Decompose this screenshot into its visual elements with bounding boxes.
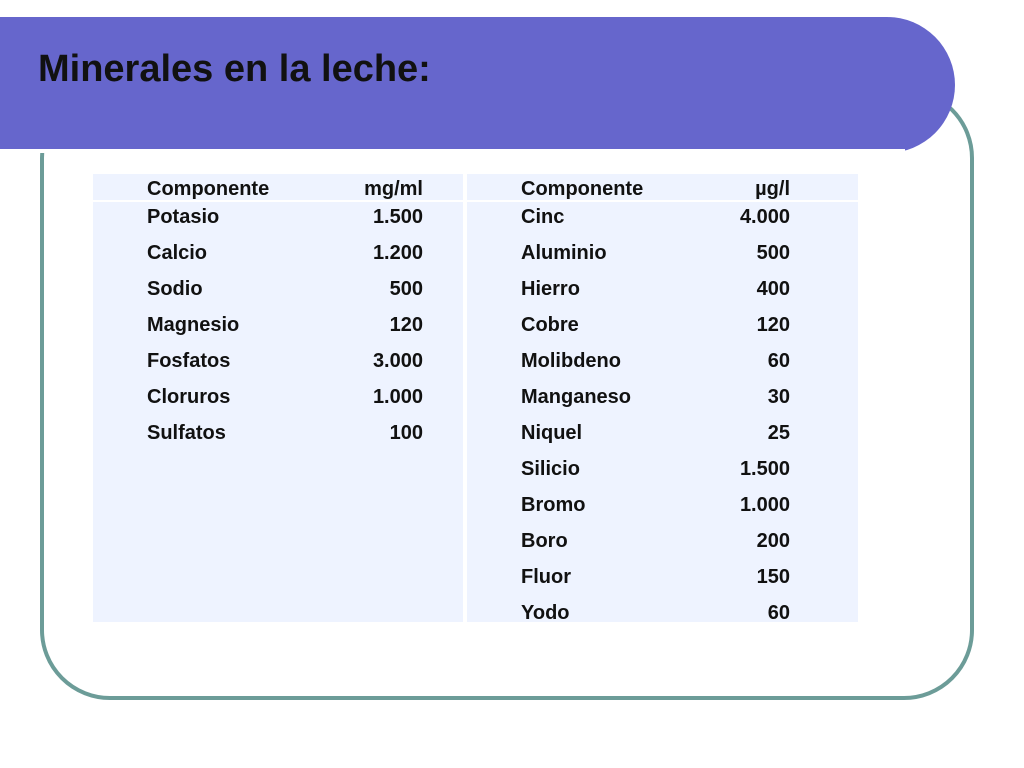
slide-title: Minerales en la leche: [38,48,431,90]
title-underline [0,149,905,153]
mineral-name: Aluminio [521,242,607,264]
minerals-table-mg-ml [93,174,463,622]
mineral-value: 30 [767,386,790,408]
mineral-value: 1.000 [372,386,423,408]
mineral-value: 150 [756,566,790,588]
mineral-value: 200 [756,530,790,552]
mineral-name: Cobre [521,314,579,336]
mineral-name: Boro [521,530,568,552]
mineral-name: Bromo [521,494,586,516]
mineral-value: 120 [389,314,423,336]
mineral-value: 500 [389,278,423,300]
minerals-table-ug-l [467,174,858,622]
mineral-name: Sulfatos [147,422,226,444]
mineral-name: Silicio [521,458,580,480]
mineral-value: 25 [767,422,790,444]
mineral-name: Cloruros [147,386,231,408]
mineral-name: Manganeso [521,386,632,408]
mineral-value: 1.500 [372,206,423,228]
mineral-value: 120 [756,314,790,336]
mineral-value: 3.000 [372,350,423,372]
mineral-value: 1.200 [372,242,423,264]
mineral-name: Molibdeno [521,350,621,372]
mineral-name: Magnesio [147,314,240,336]
mineral-name: Fosfatos [147,350,231,372]
column-header-component: Componente [147,178,270,200]
mineral-name: Cinc [521,206,565,228]
mineral-name: Sodio [147,278,203,300]
mineral-name: Calcio [147,242,208,264]
column-header-unit: µg/l [755,178,790,200]
column-header-unit: mg/ml [364,178,423,200]
column-header-component: Componente [521,178,644,200]
table-header [93,174,463,202]
mineral-value: 400 [756,278,790,300]
mineral-value: 100 [389,422,423,444]
mineral-name: Hierro [521,278,580,300]
mineral-value: 4.000 [739,206,790,228]
mineral-value: 1.500 [739,458,790,480]
mineral-name: Potasio [147,206,220,228]
mineral-value: 1.000 [739,494,790,516]
mineral-name: Niquel [521,422,583,444]
table-header [467,174,858,202]
mineral-name: Yodo [521,602,570,624]
mineral-value: 60 [767,602,790,624]
mineral-name: Fluor [521,566,571,588]
mineral-value: 60 [767,350,790,372]
mineral-value: 500 [756,242,790,264]
